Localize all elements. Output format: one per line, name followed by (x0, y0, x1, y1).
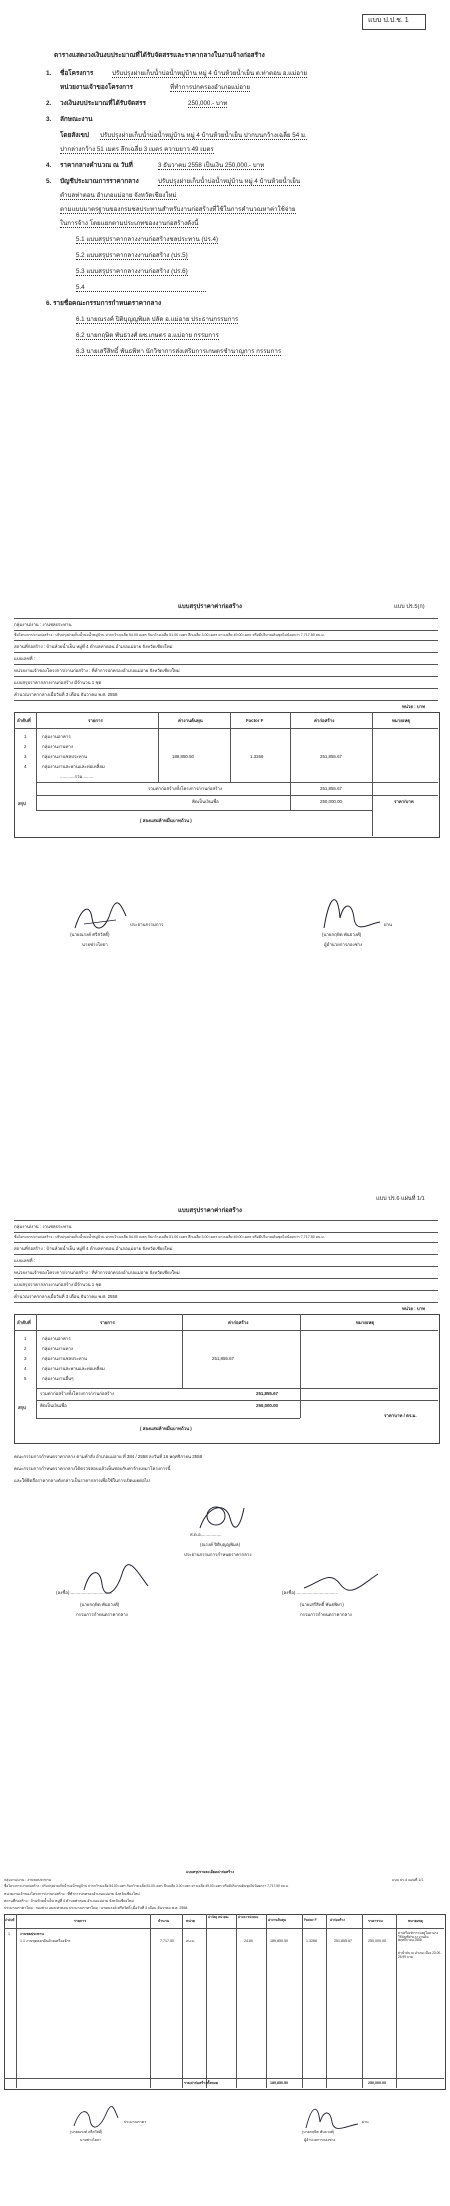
form-ppc1 (0, 0, 450, 420)
form-pr4 (0, 1866, 450, 2206)
committee-member: 6.1 นายณรงค์ ปิติบุญญพิมล ปลัด อ.แม่อาย ประธานกรรมการ (76, 316, 239, 323)
row-total: 251,855.67 (212, 1356, 234, 1361)
sign-left-title: นายช่างโยธา (80, 2138, 102, 2142)
col-header: ลำดับที่ (17, 1320, 31, 1325)
committee-note: คณะกรรมการกำหนดราคากลาง ตามคำสั่ง อำเภอแม่อาย ที่ 384 / 2558 ลงวันที่ 16 พฤศจิกายน 2558 (14, 1454, 203, 1459)
info-line: หน่วยงานเจ้าของโครงการ/งานก่อสร้าง : ที่ทำการปกครองอำเภอแม่อาย จังหวัดเชียงใหม่ (14, 668, 180, 673)
sum-value: 251,855.67 (320, 786, 342, 791)
info-line: ชื่อโครงการ/งานก่อสร้าง : ปรับปรุงฝายเก็บน้ำบ่อน้ำหมู่บ้าน ปากกว้างเฉลี่ย 54.00 เมตร ก้นกว้างเฉลี่ย 51.00 เมตร ลึกเฉลี่ย 3.00 เมตร ยาวเฉลี่ย 49.00 เมตร หรือมีปริมาณดินขุดไม่น้อยกว่า 7,717.50 ลบ.ม. (14, 633, 325, 637)
sum-label: รวมค่าก่อสร้างทั้งหมด (184, 2081, 219, 2085)
round-unit: ราคาบาท / ตร.ม. (384, 1413, 417, 1418)
col-header: Factor F (246, 718, 264, 723)
item-no: 3. (46, 116, 52, 123)
sign-right-name: (นายกฤษิต พันธวงศ์) (322, 932, 362, 937)
left-role: กรรมการกำหนดราคากลาง (76, 1612, 128, 1617)
signature-chair (196, 1498, 246, 1534)
row-item: กลุ่มงานงานสะพานและท่อเหลี่ยม (42, 764, 105, 769)
col-header: ค่าก่อสร้าง (330, 1918, 345, 1922)
item-label: หน่วยงานเจ้าของโครงการ (60, 84, 133, 91)
row-item: กลุ่มงานงานทาง (42, 1346, 73, 1351)
row-item: กลุ่มงานงานอื่นๆ (42, 1376, 74, 1381)
round-value: 250,000.00 (320, 799, 342, 804)
sub-item: 5.4 (76, 284, 206, 292)
summary-label: สรุป (18, 1405, 26, 1410)
form-ref: แบบ ปร.5(ก) (394, 604, 425, 610)
info-line: แบบสรุปราคากลางงานก่อสร้าง มีจำนวน 1 ชุด (14, 1282, 102, 1287)
cost-table (14, 1314, 440, 1444)
item-text: 250,000.- บาท (188, 100, 228, 107)
committee-heading: 6. รายชื่อคณะกรรมการกำหนดราคากลาง (46, 300, 162, 307)
info-line: ชื่อโครงการ/งานก่อสร้าง : ปรับปรุงฝายเก็บน้ำบ่อน้ำหมู่บ้าน ปากกว้างเฉลี่ย 54.00 เมตร ก้นกว้างเฉลี่ย 51.00 เมตร ลึกเฉลี่ย 3.00 เมตร ยาวเฉลี่ย 49.00 เมตร หรือมีปริมาณดินขุดไม่น้อยกว่า 7,717.50 ลบ.ม. (4, 1884, 289, 1888)
row-no: 2 (24, 744, 27, 749)
row-total: 251,855.67 (320, 754, 342, 759)
right-sign-line: (ลงชื่อ)................................... (282, 1590, 339, 1595)
info-line: สถานที่ก่อสร้าง : บ้านห้วยน้ำเย็น หมู่ที่ 4 ตำบลท่าตอน อำเภอแม่อาย จังหวัดเชียงใหม่ (14, 1246, 173, 1251)
item-no: 1. (46, 70, 52, 77)
row-no: 2 (24, 1346, 27, 1351)
round-label: คิดเป็นเงินเพื่อ (192, 799, 219, 804)
sign-right-role: ผ่าน (362, 2120, 369, 2124)
item-label: ราคากลางคำนวณ ณ วันที่ (60, 162, 133, 169)
committee-note: และให้ยึดถือราคากลางดังกล่าวเป็นราคากลางเพื่อใช้ในการเปิดเผยต่อไป (14, 1478, 150, 1483)
sign-left-title: นายช่างโยธา (82, 942, 108, 947)
col-header: Factor F (304, 1918, 317, 1922)
col-header: ลำดับที่ (17, 718, 31, 723)
sign-right-name: (นายกฤษิต พันธวงศ์) (302, 2130, 335, 2134)
committee-member: 6.3 นายเสรีสิทธิ์ พันธพิทา นักวิชาการส่งเสริมการเกษตรชำนาญการ กรรมการ (76, 348, 282, 355)
row-item: กลุ่มงานงานชลประทาน (42, 754, 87, 759)
chair-role: ประธานกรรมการกำหนดราคากลาง (184, 1552, 252, 1557)
sign-left-role: ประธานกรรมการ (130, 922, 164, 927)
col-header: ลำดับที่ (5, 1918, 15, 1922)
sum-value: 251,855.67 (256, 1391, 278, 1396)
sign-left-role: ประมาณราคา (124, 2120, 147, 2124)
summary-label: สรุป (18, 801, 26, 806)
row-unit: ลบ.ม. (186, 1939, 195, 1943)
right-role: กรรมการกำหนดราคากลาง (300, 1612, 352, 1617)
row-no: 4 (24, 764, 27, 769)
col-header: หน่วย (186, 1919, 195, 1923)
left-name: (นายกฤษิต พันธวงศ์) (80, 1602, 120, 1607)
row-item: กลุ่มงานอาคาร (42, 1336, 71, 1341)
col-header: ค่าก่อสร้าง (228, 1320, 249, 1325)
sign-right-title: ผู้อำนวยการกองช่าง (304, 2138, 336, 2142)
chair-name: (ณรงค์ ปิติบุญญพิมล) (200, 1542, 241, 1547)
row-no: 5 (24, 1376, 27, 1381)
col-header: ราคารวม (368, 1919, 383, 1923)
row-cost: 189,850.50 (270, 1939, 288, 1943)
info-line: แบบเลขที่ : (14, 656, 35, 661)
info-line: กลุ่มงาน/งาน : งานชลประทาน (4, 1878, 52, 1882)
sub-item: 5.2 แบบสรุปราคากลางงานก่อสร้าง (ปร.5) (76, 252, 188, 259)
row-no: 3 (24, 754, 27, 759)
info-line: ประมาณราคาโดย : กองช่าง อบต.ท่าตอน ประมาณราคาโดย : นายณรงค์ ศรีสวัสดิ์ เมื่อวันที่ 3 เดือน ธันวาคม พ.ศ. 2558 (4, 1906, 188, 1910)
amount-in-words: ( สองแสนห้าหมื่นบาทถ้วน ) (140, 818, 192, 823)
row-item: งานชลประทาน (20, 1932, 44, 1936)
form-ref: แบบ ปร.4 แผ่นที่ 1/1 (392, 1878, 424, 1882)
sign-right-role: ผ่าน (384, 922, 393, 927)
col-header: รายการ (88, 718, 103, 723)
signature-left (70, 2102, 120, 2130)
committee-note: คณะกรรมการกำหนดราคากลางได้ตรวจสอบแล้วเห็นชอบกับค่าจ้างเหมาโครงการนี้ (14, 1466, 171, 1471)
item-text: ที่ทำการปกครองอำเภอแม่อาย (170, 84, 251, 91)
signature-right (300, 2100, 360, 2130)
round-label: คิดเป็นเงินเพื่อ (40, 1403, 67, 1408)
item-label: ชื่อโครงการ (60, 70, 94, 77)
item-text: ตำบลท่าตอน อำเภอแม่อาย จังหวัดเชียงใหม่ (60, 192, 177, 199)
item-no: 4. (46, 162, 52, 169)
item-text: ในการจ้าง โดยแยกตามประเภทของงานก่อสร้างดังนี้ (60, 220, 199, 227)
col-header: รายการ (74, 1919, 87, 1923)
item-label: บัญชีประมาณการราคากลาง (60, 178, 139, 185)
row-total: 251,855.67 (334, 1939, 352, 1943)
sum-label: รวมค่าก่อสร้างทั้งโครงการ/งานก่อสร้าง (40, 1391, 115, 1396)
signature-right (316, 888, 382, 932)
left-sign-line: (ลงชื่อ)................................... (56, 1590, 113, 1595)
col-header: หมายเหตุ (392, 718, 411, 723)
row-no: 1 (8, 1932, 10, 1936)
info-line: สถานที่ก่อสร้าง : บ้านห้วยน้ำเย็น หมู่ที่ 4 ตำบลท่าตอน อำเภอแม่อาย จังหวัดเชียงใหม่ (14, 644, 173, 649)
item-no: 5. (46, 178, 52, 185)
form-pr6 (0, 1192, 450, 1662)
info-line: คำนวณราคากลางเมื่อวันที่ 3 เดือน ธันวาคม พ.ศ. 2558 (14, 692, 118, 697)
form-title: แบบสรุปราคาค่าก่อสร้าง (178, 604, 242, 610)
sub-item: 5.3 แบบสรุปราคากลางงานก่อสร้าง (ปร.6) (76, 268, 188, 275)
row-item: ............รวม......... (60, 774, 94, 779)
row-factor: 1.3266 (306, 1939, 317, 1943)
item-text: ตามแบบมาตรฐานของกรมชลประทานสำหรับงานก่อสร้างที่ใช้ในการคำนวณหาค่าใช้จ่าย (60, 206, 296, 213)
item-text: 3 ธันวาคม 2558 เป็นเงิน 250,000.- บาท (158, 162, 265, 169)
sum-cost: 189,850.50 (270, 2081, 288, 2085)
item-no: 2. (46, 100, 52, 107)
form-ref: แบบ ปร.6 แผ่นที่ 1/1 (376, 1196, 425, 1202)
info-line: กลุ่มงาน/งาน : งานชลประทาน (14, 1224, 72, 1229)
round-value: 250,000.00 (256, 1403, 278, 1408)
info-line: ชื่อโครงการ/งานก่อสร้าง : ปรับปรุงฝายเก็บน้ำบ่อน้ำหมู่บ้าน ปากกว้างเฉลี่ย 54.00 เมตร ก้นกว้างเฉลี่ย 51.00 เมตร ลึกเฉลี่ย 3.00 เมตร ยาวเฉลี่ย 49.00 เมตร หรือมีปริมาณดินขุดไม่น้อยกว่า 7,717.50 ลบ.ม. (14, 1235, 325, 1239)
signature-left (70, 896, 130, 936)
item-text: ปรับปรุงฝายเก็บน้ำบ่อน้ำหมู่บ้าน หมู่ 4 บ้านห้วยน้ำเย็น ต.ท่าตอน อ.แม่อาย (112, 70, 308, 77)
col-header: จำนวน (158, 1919, 170, 1923)
info-line: คำนวณราคากลางเมื่อวันที่ 3 เดือน ธันวาคม พ.ศ. 2558 (14, 1294, 118, 1299)
amount-in-words: ( สองแสนห้าหมื่นบาทถ้วน ) (140, 1426, 192, 1431)
form-pr5 (0, 596, 450, 1016)
info-line: หน่วยงานเจ้าของโครงการ/งานก่อสร้าง : ที่ทำการปกครองอำเภอแม่อาย จังหวัดเชียงใหม่ (14, 1270, 180, 1275)
row-labour: 24.60 (244, 1939, 253, 1943)
col-header: ค่าก่อสร้าง (314, 718, 335, 723)
form-ref: แบบ ป.ป.ช. 1 (368, 17, 409, 24)
item-label: โดยสังเขป (60, 132, 89, 139)
unit-label: หน่วย : บาท (402, 1306, 425, 1311)
info-line: หน่วยงานเจ้าของโครงการ/งานก่อสร้าง : ที่ทำการปกครองอำเภอแม่อาย จังหวัดเชียงใหม่ (4, 1892, 140, 1896)
item-label: วงเงินงบประมาณที่ได้รับจัดสรร (60, 100, 146, 107)
right-name: (นายเสรีสิทธิ์ พันธพิทา) (300, 1602, 344, 1607)
item-text: ปรับปรุงฝายเก็บน้ำบ่อน้ำหมู่บ้าน หมู่ 4 บ้านห้วยน้ำเย็น ปากบนกว้างเฉลี่ย 54 ม. (100, 132, 307, 139)
col-header: หมายเหตุ (356, 1320, 375, 1325)
row-no: 1 (24, 734, 27, 739)
col-header: รายการ (100, 1320, 115, 1325)
sum-label: รวมค่าก่อสร้างทั้งโครงการ/งานก่อสร้าง (148, 786, 223, 791)
committee-member: 6.2 นายกฤษิต พันธวงศ์ ผช.เกษตร อ.แม่อาย กรรมการ (76, 332, 219, 339)
row-no: 4 (24, 1366, 27, 1371)
unit-label: หน่วย : บาท (402, 704, 425, 709)
col-header: ค่าวัสดุ หน่วยละ (208, 1915, 229, 1919)
col-header: ค่างานต้นทุน (268, 1918, 286, 1922)
col-header: หมายเหตุ (408, 1919, 423, 1923)
row-item: 1.1 งานขุดลอกดินด้วยเครื่องจักร (20, 1939, 71, 1943)
sum-total: 250,000.00 (368, 2081, 386, 2085)
info-line: แบบสรุปราคากลางงานก่อสร้าง มีจำนวน 1 ชุด (14, 680, 102, 685)
chair-sign-line: ส.ต.อ................. (190, 1532, 222, 1537)
row-item: กลุ่มงานงานทาง (42, 744, 73, 749)
sign-left-name: (นายณรงค์ ศรีสวัสดิ์) (70, 932, 110, 937)
sign-right-title: ผู้อำนวยการกองช่าง (324, 942, 363, 947)
sub-item: 5.1 แบบสรุปราคากลางงานก่อสร้างชลประทาน (ปร.4) (76, 236, 219, 243)
sign-left-name: (นายณรงค์ ศรีสวัสดิ์) (70, 2130, 103, 2134)
item-text: ปากล่างกว้าง 51 เมตร ลึกเฉลี่ย 3 เมตร ความยาว 49 เมตร (60, 146, 214, 153)
row-qty: 7,717.50 (160, 1939, 174, 1943)
round-unit: ราคา/บาท (394, 799, 414, 804)
row-note: ค่าเครื่องจักรรวมอยู่ในค่าแรง ใช้บัญชีค่าแรง งานดิน พฤศจิกายน 2558 (398, 1931, 439, 1943)
info-line: สถานที่ก่อสร้าง : บ้านห้วยน้ำเย็น หมู่ที่ 4 ตำบลท่าตอน อำเภอแม่อาย จังหวัดเชียงใหม่ (4, 1899, 134, 1903)
row-no: 3 (24, 1356, 27, 1361)
form-title: แบบสรุปราคาค่าก่อสร้าง (178, 1208, 242, 1214)
row-sum: 250,000.00 (368, 1939, 386, 1943)
form-title: ตารางแสดงวงเงินงบประมาณที่ได้รับจัดสรรและราคากลางในงานจ้างก่อสร้าง (54, 52, 265, 59)
item-label: ลักษณะงาน (60, 116, 93, 123)
row-no: 1 (24, 1336, 27, 1341)
col-header: ค่างานต้นทุน (178, 718, 203, 723)
row-item: กลุ่มงานอาคาร (42, 734, 71, 739)
row-cost: 189,850.50 (172, 754, 194, 759)
row-factor: 1.3266 (250, 754, 264, 759)
item-text: ปรับปรุงฝายเก็บน้ำบ่อน้ำหมู่บ้าน หมู่ 4 บ้านห้วยน้ำเย็น (158, 178, 301, 185)
info-line: กลุ่มงาน/งาน : งานชลประทาน (14, 622, 72, 627)
info-line: แบบเลขที่ : (14, 1258, 35, 1263)
row-note-extra: ค่าน้ำมัน ณ อำเภอ เมือง 23.00-25.99 บาท (398, 1951, 442, 1959)
row-item: กลุ่มงานงานสะพานและท่อเหลี่ยม (42, 1366, 105, 1371)
row-item: กลุ่มงานงานชลประทาน (42, 1356, 87, 1361)
form-title: แบบสรุปรายละเอียดค่าก่อสร้าง (186, 1870, 234, 1874)
col-header: ค่าแรง หน่วยละ (238, 1915, 259, 1919)
